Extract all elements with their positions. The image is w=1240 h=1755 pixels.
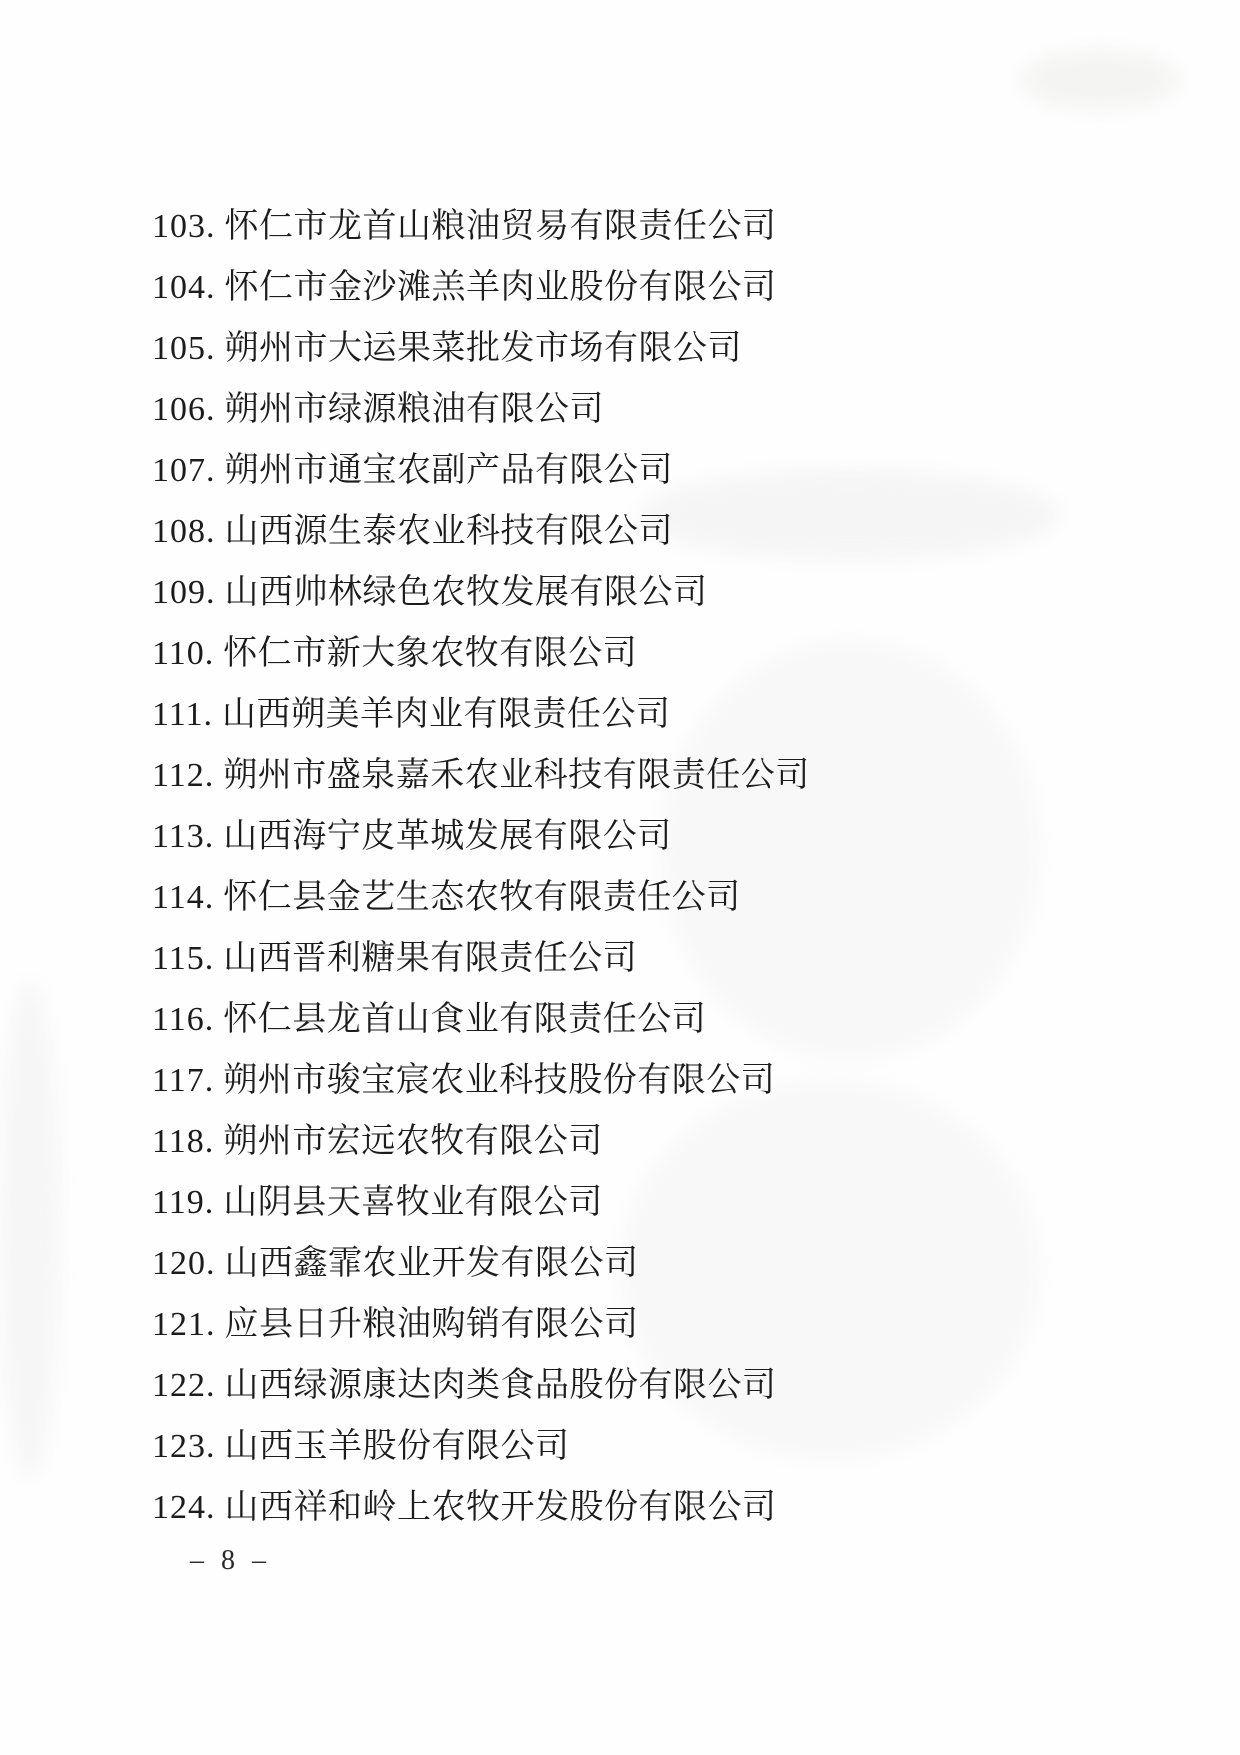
item-number: 104.	[152, 269, 216, 306]
item-number: 113.	[152, 818, 215, 855]
item-number: 117.	[152, 1062, 215, 1099]
item-number: 116.	[152, 1001, 215, 1038]
item-number: 120.	[152, 1245, 216, 1282]
list-item	[152, 684, 810, 745]
company-name: 怀仁县龙首山食业有限责任公司	[223, 1001, 707, 1038]
item-number: 109.	[152, 574, 216, 611]
company-name: 山西玉羊股份有限公司	[224, 1428, 570, 1465]
company-name: 山西晋利糖果有限责任公司	[223, 940, 638, 977]
company-name: 山西帅林绿色农牧发展有限公司	[224, 574, 708, 611]
list-item	[152, 745, 810, 806]
item-number: 114.	[152, 879, 215, 916]
item-number: 118.	[152, 1123, 215, 1160]
list-item	[152, 440, 810, 501]
company-name: 朔州市绿源粮油有限公司	[224, 391, 604, 428]
company-name: 朔州市通宝农副产品有限公司	[224, 452, 673, 489]
company-name: 山阴县天喜牧业有限公司	[223, 1184, 603, 1221]
company-name: 怀仁县金艺生态农牧有限责任公司	[223, 879, 741, 916]
company-name: 山西绿源康达肉类食品股份有限公司	[224, 1367, 777, 1404]
item-number: 106.	[152, 391, 216, 428]
item-number: 115.	[152, 940, 215, 977]
item-number: 121.	[152, 1306, 216, 1343]
list-item	[152, 1355, 810, 1416]
list-item	[152, 623, 810, 684]
item-number: 119.	[152, 1184, 215, 1221]
list-item	[152, 257, 810, 318]
list-item	[152, 806, 810, 867]
item-number: 123.	[152, 1428, 216, 1465]
company-name: 朔州市骏宝宸农业科技股份有限公司	[223, 1062, 776, 1099]
company-name: 怀仁市龙首山粮油贸易有限责任公司	[224, 208, 777, 245]
item-number: 122.	[152, 1367, 216, 1404]
item-number: 105.	[152, 330, 216, 367]
item-number: 110.	[152, 635, 215, 672]
list-item	[152, 196, 810, 257]
list-item	[152, 867, 810, 928]
scan-artifact	[1020, 50, 1180, 110]
list-item	[152, 928, 810, 989]
company-name: 山西海宁皮革城发展有限公司	[223, 818, 672, 855]
company-name: 山西祥和岭上农牧开发股份有限公司	[224, 1489, 777, 1526]
item-number: 124.	[152, 1489, 216, 1526]
list-item	[152, 1416, 810, 1477]
item-number: 108.	[152, 513, 216, 550]
page-number: – 8 –	[190, 1545, 271, 1576]
item-number: 107.	[152, 452, 216, 489]
list-item	[152, 1294, 810, 1355]
list-item	[152, 989, 810, 1050]
scan-artifact	[0, 980, 60, 1480]
company-list	[152, 196, 810, 1538]
list-item	[152, 562, 810, 623]
list-item	[152, 379, 810, 440]
company-name: 山西鑫霏农业开发有限公司	[224, 1245, 639, 1282]
list-item	[152, 318, 810, 379]
company-name: 应县日升粮油购销有限公司	[224, 1306, 639, 1343]
item-number: 111.	[152, 696, 213, 733]
list-item	[152, 1050, 810, 1111]
item-number: 112.	[152, 757, 215, 794]
company-name: 朔州市盛泉嘉禾农业科技有限责任公司	[223, 757, 810, 794]
company-name: 朔州市宏远农牧有限公司	[223, 1123, 603, 1160]
list-item	[152, 1172, 810, 1233]
company-name: 朔州市大运果菜批发市场有限公司	[224, 330, 742, 367]
list-item	[152, 501, 810, 562]
list-item	[152, 1233, 810, 1294]
item-number: 103.	[152, 208, 216, 245]
company-name: 怀仁市金沙滩羔羊肉业股份有限公司	[224, 269, 777, 306]
company-name: 山西朔美羊肉业有限责任公司	[221, 696, 671, 733]
company-name: 怀仁市新大象农牧有限公司	[223, 635, 638, 672]
list-item	[152, 1477, 810, 1538]
company-name: 山西源生泰农业科技有限公司	[224, 513, 673, 550]
list-item	[152, 1111, 810, 1172]
